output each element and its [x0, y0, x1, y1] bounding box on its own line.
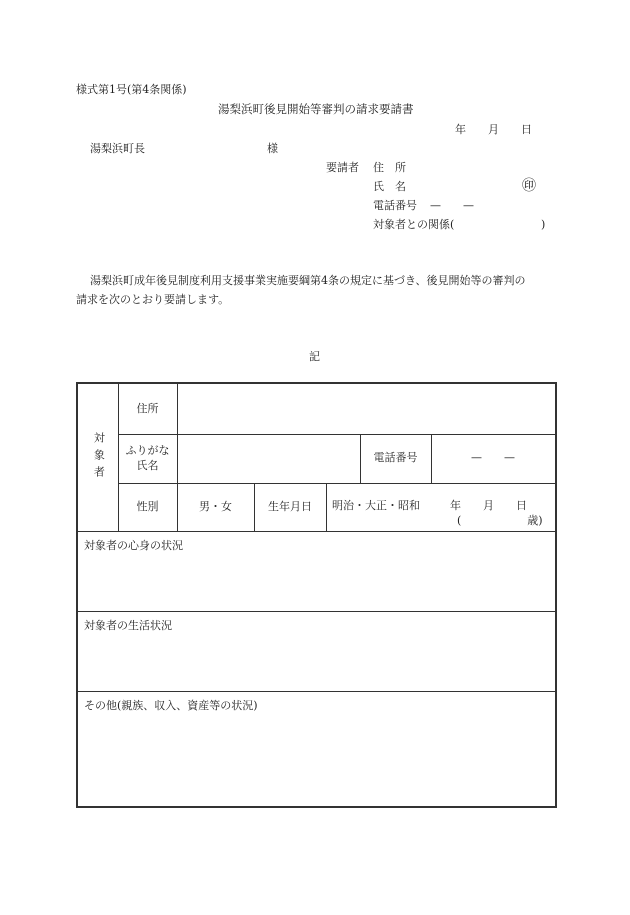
body-line-1: 湯梨浜町成年後見制度利用支援事業実施要綱第4条の規定に基づき、後見開始等の審判の [90, 274, 526, 287]
subject-phone-field[interactable]: — — [471, 451, 515, 465]
form-number: 様式第1号(第4条関係) [76, 83, 187, 96]
date-line: 年 月 日 [455, 123, 532, 136]
gender-label: 性別 [136, 499, 159, 513]
furigana-label: ふりがな [125, 443, 170, 457]
requester-phone-format: — — [430, 199, 474, 212]
other-info-field[interactable] [78, 692, 555, 806]
birthdate-label: 生年月日 [268, 499, 312, 513]
addressee: 湯梨浜町長 [90, 142, 145, 155]
birthdate-field[interactable] [326, 483, 555, 531]
subject-info-table [76, 382, 557, 808]
requester-address-label: 住 所 [373, 161, 406, 174]
document-title: 湯梨浜町後見開始等審判の請求要請書 [218, 102, 414, 116]
subject-label: 対象者 [92, 432, 106, 483]
gender-options[interactable]: 男・女 [199, 499, 232, 513]
body-line-2: 請求を次のとおり要請します。 [76, 293, 230, 306]
subject-phone-label: 電話番号 [373, 451, 418, 465]
address-label: 住所 [136, 401, 159, 415]
name-label: 氏名 [136, 458, 159, 472]
living-situation-field[interactable] [78, 612, 555, 691]
living-situation-label: 対象者の生活状況 [84, 619, 172, 632]
relation-label: 対象者との関係( [373, 218, 455, 231]
mental-physical-field[interactable] [78, 532, 555, 611]
address-field[interactable] [177, 384, 555, 434]
seal-icon: ㊞ [522, 178, 536, 194]
requester-label: 要請者 [326, 161, 359, 174]
name-field[interactable] [177, 434, 360, 483]
honorific: 様 [267, 142, 278, 155]
requester-name-label: 氏 名 [373, 180, 406, 193]
relation-close: ) [541, 218, 546, 231]
era-options: 明治・大正・昭和 [332, 499, 420, 512]
mental-physical-label: 対象者の心身の状況 [84, 539, 183, 552]
furigana-name-label [118, 434, 177, 483]
birthdate-format: 年 月 日 [450, 499, 527, 512]
ki-heading: 記 [309, 350, 320, 363]
age-format: ( 歳) [457, 514, 543, 527]
other-info-label: その他(親族、収入、資産等の状況) [84, 699, 258, 712]
requester-phone-label: 電話番号 [373, 199, 417, 212]
